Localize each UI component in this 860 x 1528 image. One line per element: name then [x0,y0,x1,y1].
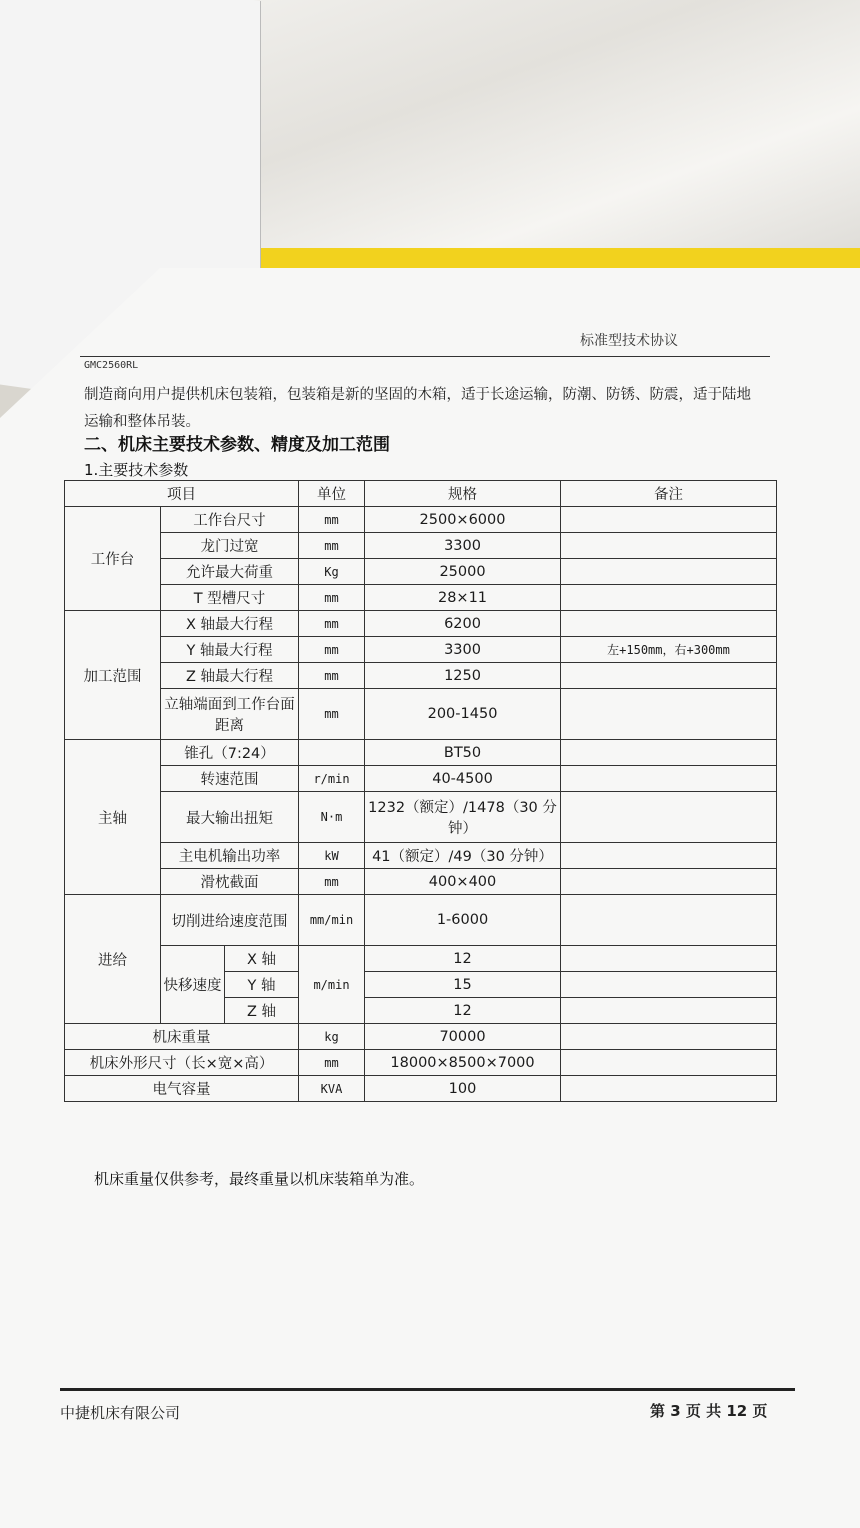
row-unit: kg [299,1024,365,1050]
row-name: Y 轴 [225,972,299,998]
row-unit: mm [299,663,365,689]
table-row [65,585,777,611]
row-remark [561,663,777,689]
table-row [65,663,777,689]
header-item: 项目 [65,481,299,507]
table-row [65,766,777,792]
row-spec: 15 [365,972,561,998]
header-rule [80,356,770,357]
row-spec: 18000×8500×7000 [365,1050,561,1076]
row-remark [561,766,777,792]
row-name: X 轴 [225,946,299,972]
row-unit [299,740,365,766]
table-row [65,611,777,637]
row-spec: 70000 [365,1024,561,1050]
table-row [65,740,777,766]
row-unit: m/min [299,946,365,1024]
row-name: 切削进给速度范围 [161,895,299,946]
table-header-row [65,481,777,507]
row-name: 转速范围 [161,766,299,792]
row-unit: mm [299,507,365,533]
row-spec: 25000 [365,559,561,585]
row-name: Z 轴最大行程 [161,663,299,689]
row-unit: Kg [299,559,365,585]
table-row [65,1050,777,1076]
table-row [65,792,777,843]
row-remark [561,843,777,869]
subsection-title: 1.主要技术参数 [84,461,189,479]
table-row [65,637,777,663]
table-row [65,1076,777,1102]
row-spec: 41（额定）/49（30 分钟） [365,843,561,869]
group-feed: 进给 [65,895,161,1024]
table-row [65,1024,777,1050]
row-unit: N·m [299,792,365,843]
row-spec: 6200 [365,611,561,637]
row-name: 龙门过宽 [161,533,299,559]
row-spec: 3300 [365,533,561,559]
table-row [65,507,777,533]
row-remark [561,998,777,1024]
group-worktable: 工作台 [65,507,161,611]
group-machining-range: 加工范围 [65,611,161,740]
row-unit: mm [299,637,365,663]
row-name: 滑枕截面 [161,869,299,895]
footer-page-number: 第 3 页 共 12 页 [650,1402,768,1420]
row-remark [561,972,777,998]
intro-paragraph: 制造商向用户提供机床包装箱，包装箱是新的坚固的木箱，适于长途运输，防潮、防锈、防震，适于陆地运输和整体吊装。 [84,387,751,430]
row-spec: 1250 [365,663,561,689]
footer-company: 中捷机床有限公司 [60,1404,181,1422]
row-spec: 12 [365,946,561,972]
group-spindle: 主轴 [65,740,161,895]
row-remark [561,533,777,559]
row-unit: KVA [299,1076,365,1102]
weight-note: 机床重量仅供参考，最终重量以机床装箱单为准。 [94,1170,425,1188]
row-spec: 28×11 [365,585,561,611]
row-name: Y 轴最大行程 [161,637,299,663]
row-remark [561,1024,777,1050]
row-name: 主电机输出功率 [161,843,299,869]
table-row [65,689,777,740]
row-name: Z 轴 [225,998,299,1024]
row-remark [561,585,777,611]
row-unit: mm [299,533,365,559]
table-row [65,559,777,585]
row-spec: 200-1450 [365,689,561,740]
row-unit: r/min [299,766,365,792]
header-model-code: GMC2560RL [84,360,139,371]
header-spec: 规格 [365,481,561,507]
row-spec: 100 [365,1076,561,1102]
row-name: T 型槽尺寸 [161,585,299,611]
row-remark [561,559,777,585]
row-remark [561,946,777,972]
table-row [65,946,777,972]
header-doc-type: 标准型技术协议 [580,333,678,349]
header-remark: 备注 [561,481,777,507]
row-unit: kW [299,843,365,869]
header-unit: 单位 [299,481,365,507]
row-name: 允许最大荷重 [161,559,299,585]
row-remark [561,611,777,637]
row-unit: mm [299,869,365,895]
row-spec: 12 [365,998,561,1024]
row-remark [561,895,777,946]
row-unit: mm [299,611,365,637]
row-remark [561,869,777,895]
table-row [65,869,777,895]
row-spec: 400×400 [365,869,561,895]
spec-table [64,480,777,1102]
table-row [65,895,777,946]
table-row [65,533,777,559]
row-name: 立轴端面到工作台面距离 [161,689,299,740]
row-remark [561,792,777,843]
row-spec: 2500×6000 [365,507,561,533]
row-name: 机床重量 [65,1024,299,1050]
footer-rule [60,1388,795,1391]
row-spec: 1232（额定）/1478（30 分钟） [365,792,561,843]
section-title: 二、机床主要技术参数、精度及加工范围 [84,435,390,455]
table-row [65,843,777,869]
row-name: X 轴最大行程 [161,611,299,637]
row-remark [561,1050,777,1076]
row-name: 工作台尺寸 [161,507,299,533]
row-unit: mm [299,689,365,740]
row-remark [561,507,777,533]
row-spec: 40-4500 [365,766,561,792]
row-remark [561,1076,777,1102]
row-name: 锥孔（7:24） [161,740,299,766]
row-name: 最大输出扭矩 [161,792,299,843]
row-unit: mm [299,585,365,611]
row-name: 机床外形尺寸（长×宽×高） [65,1050,299,1076]
row-spec: BT50 [365,740,561,766]
row-spec: 3300 [365,637,561,663]
row-name: 电气容量 [65,1076,299,1102]
row-unit: mm/min [299,895,365,946]
group-rapid: 快移速度 [161,946,225,1024]
row-spec: 1-6000 [365,895,561,946]
row-remark [561,740,777,766]
row-unit: mm [299,1050,365,1076]
row-remark [561,689,777,740]
row-remark: 左+150mm，右+300mm [561,637,777,663]
